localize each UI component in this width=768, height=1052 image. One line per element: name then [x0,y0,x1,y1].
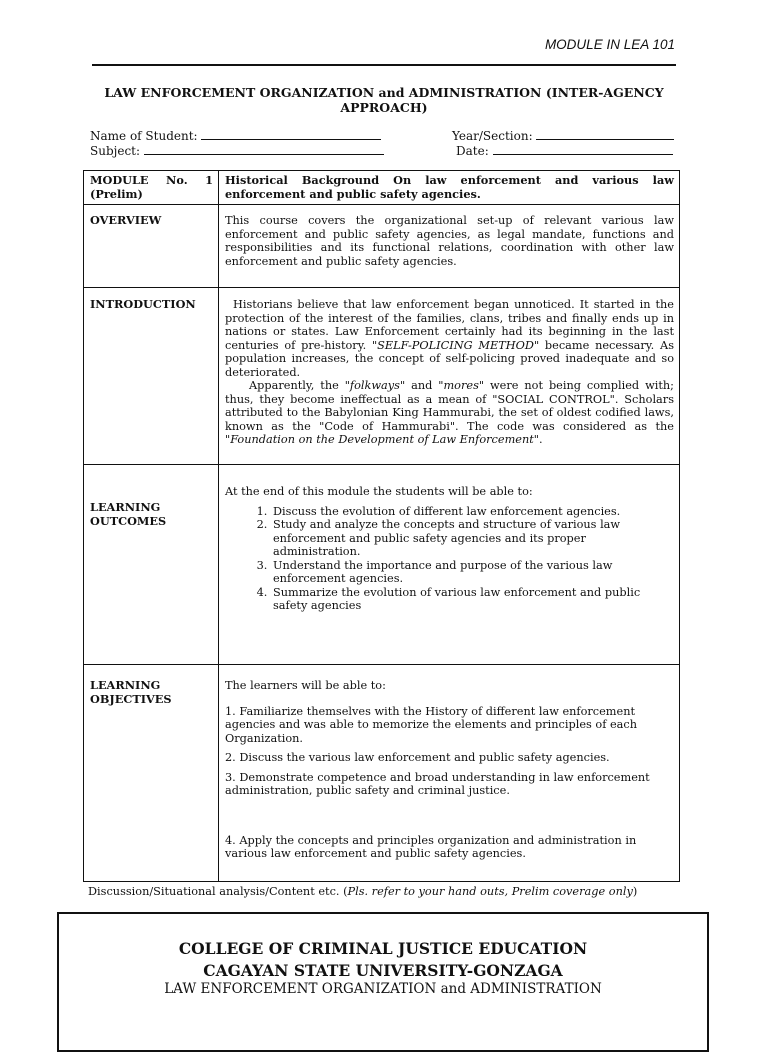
mores: mores [443,379,479,392]
introduction-label: INTRODUCTION [84,288,219,465]
module-table [83,170,680,882]
outcome-item: 4. Summarize the evolution of various law enforcement and public safety agencies [271,586,674,613]
module-code-header: MODULE IN LEA 101 [544,37,675,52]
header-rule [92,64,676,66]
date-blank[interactable] [493,143,673,155]
year-label: Year/Section: [452,129,533,143]
module-row [84,171,680,205]
name-label: Name of Student: [90,129,198,143]
discussion-text: Discussion/Situational analysis/Content etc. ( [88,885,348,898]
outcome-item: 1. Discuss the evolution of different law enforcement agencies. [271,505,674,519]
learning-objectives-cell [219,665,680,882]
date-label: Date: [456,144,489,158]
intro-p2-e: " were not being complied with; thus, they become ineffectual as a mean of "SOCIAL CONTROL". Scholars attributed to the Babylonian King Hammurabi, the set of oldest codified laws, known as the "Code of Hammurabi". The code was considered as the " [225,379,674,446]
intro-p2-g: ". [533,433,543,446]
objective-item: 1. Familiarize themselves with the History of different law enforcement agencies and was able to memorize the elements and principles of each Organization. [225,704,637,745]
subject-label: Subject: [90,144,141,158]
intro-p1-text: Historians believe that law enforcement began unnoticed. It started in the protection of the interest of the families, clans, tribes and finally ends up in nations or states. Law Enforcement certainly had its beginning in the last centuries of pre-history. [225,298,674,352]
objectives-intro: The learners will be able to: [225,679,386,692]
outcomes-list [225,505,674,613]
outcome-item: 2. Study and analyze the concepts and structure of various law enforcement and public safety agencies and its proper administration. [271,518,674,559]
objective-item: 4. Apply the concepts and principles organization and administration in various law enforcement and public safety agencies. [225,833,637,860]
discussion-close: ) [632,885,638,898]
date-field [456,143,673,159]
learning-outcomes-cell [219,465,680,665]
discussion-note [88,885,688,899]
introduction-text [219,288,680,465]
intro-p2-a: Apparently, the " [249,379,350,392]
learning-objectives-label: LEARNING OBJECTIVES [84,665,219,882]
subject-field [90,143,384,159]
learning-outcomes-row [84,465,680,665]
discussion-note-italic: Pls. refer to your hand outs, Prelim coverage only [347,885,633,898]
module-title: Historical Background On law enforcement and various law enforcement and public safety agencies. [219,171,680,205]
outcome-item: 3. Understand the importance and purpose of the various law enforcement agencies. [271,559,674,586]
objective-item: 2. Discuss the various law enforcement and public safety agencies. [225,751,610,764]
intro-p1-cont: became necessary. As population increases, the concept of self-policing proved inadequate and so deteriorated. [225,338,674,379]
course-title: LAW ENFORCEMENT ORGANIZATION and ADMINISTRATION [164,981,602,997]
learning-objectives-row [84,665,680,882]
document-title: LAW ENFORCEMENT ORGANIZATION and ADMINISTRATION (INTER-AGENCY APPROACH) [104,85,664,115]
folkways: folkways [349,379,400,392]
module-label: MODULE No. 1 (Prelim) [84,171,219,205]
overview-label: OVERVIEW [84,205,219,288]
self-policing-method: "SELF-POLICING METHOD" [371,338,540,352]
intro-p2-c: " and " [399,379,444,392]
learning-outcomes-label: LEARNING OUTCOMES [84,465,219,665]
year-section-field [452,128,674,144]
name-blank[interactable] [201,128,381,140]
name-of-student-field [90,128,381,144]
introduction-row [84,288,680,465]
overview-row [84,205,680,288]
intro-paragraph-1 [225,298,674,379]
overview-text: This course covers the organizational set-up of relevant various law enforcement and public safety agencies, as legal mandate, functions and responsibilities and its functional relations, coordination with other law enforcement and public safety agencies. [219,205,680,288]
objective-item: 3. Demonstrate competence and broad understanding in law enforcement administration, public safety and criminal justice. [225,770,650,797]
intro-paragraph-2 [225,379,674,447]
year-blank[interactable] [536,128,674,140]
outcomes-intro: At the end of this module the students will be able to: [225,485,533,498]
university-name: CAGAYAN STATE UNIVERSITY-GONZAGA [203,961,563,980]
foundation-phrase: Foundation on the Development of Law Enforcement [230,433,534,446]
subject-blank[interactable] [144,143,384,155]
college-name: COLLEGE OF CRIMINAL JUSTICE EDUCATION [178,939,588,958]
